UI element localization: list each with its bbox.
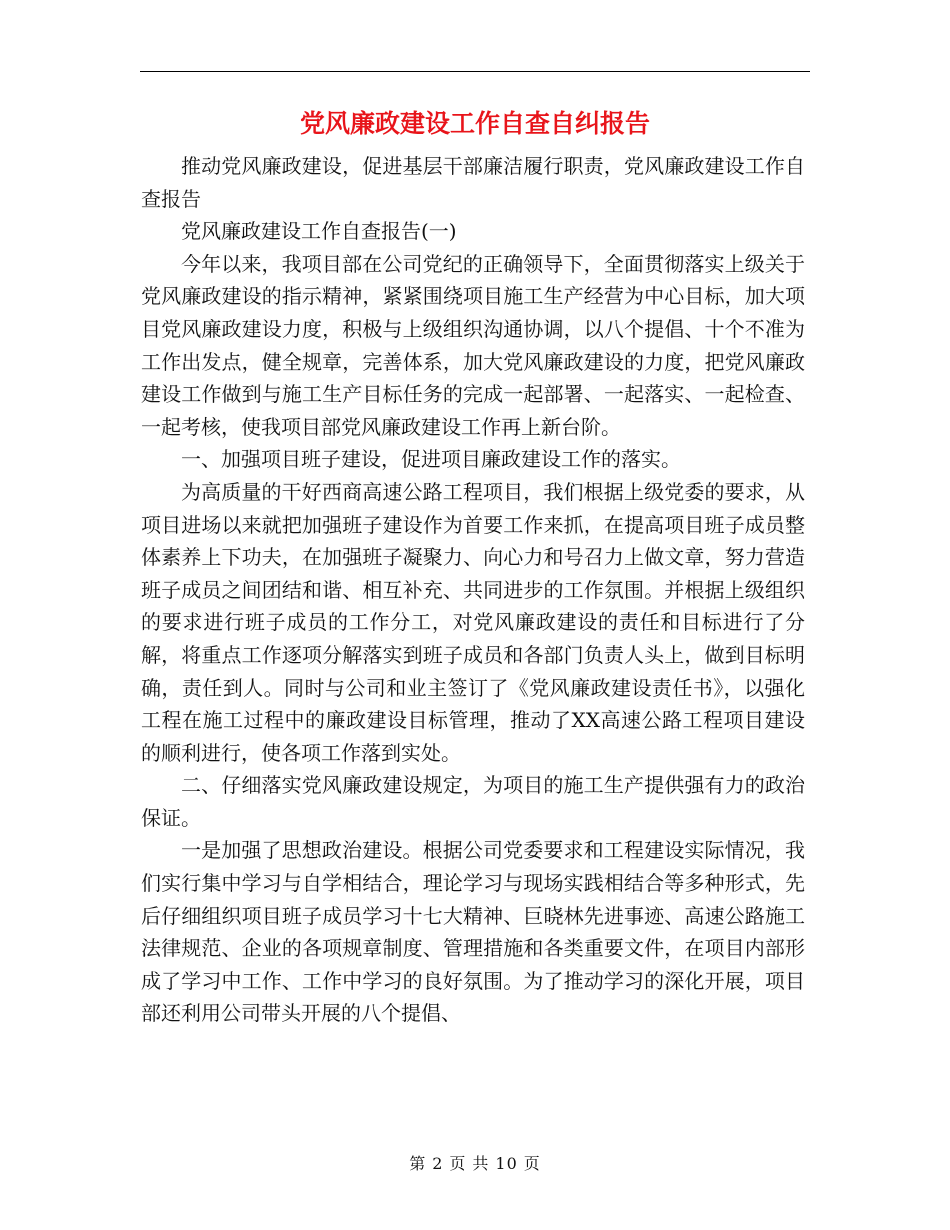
paragraph: 今年以来，我项目部在公司党纪的正确领导下，全面贯彻落实上级关于党风廉政建设的指示精神，紧紧围绕项目施工生产经营为中心目标，加大项目党风廉政建设力度，积极与上级组织沟通协调，以八个提倡、十个不准为工作出发点，健全规章，完善体系，加大党风廉政建设的力度，把党风廉政建设工作做到与施工生产目标任务的完成一起部署、一起落实、一起检查、一起考核，使我项目部党风廉政建设工作再上新台阶。 — [141, 251, 805, 439]
paragraph: 党风廉政建设工作自查报告(一) — [181, 219, 457, 244]
footer-current-page: 2 — [432, 1154, 444, 1173]
footer-label-di: 第 — [409, 1154, 427, 1173]
footer-label-gong: 共 — [472, 1154, 490, 1173]
footer-total-pages: 10 — [495, 1154, 518, 1173]
page-footer — [0, 1152, 950, 1176]
paragraph: 推动党风廉政建设，促进基层干部廉洁履行职责，党风廉政建设工作自查报告 — [141, 154, 805, 211]
paragraph: 二、仔细落实党风廉政建设规定，为项目的施工生产提供强有力的政治保证。 — [141, 773, 805, 830]
footer-label-ye: 页 — [449, 1154, 467, 1173]
paragraph: 为高质量的干好西商高速公路工程项目，我们根据上级党委的要求，从项目进场以来就把加强班子建设作为首要工作来抓，在提高项目班子成员整体素养上下功夫，在加强班子凝聚力、向心力和号召力上做文章，努力营造班子成员之间团结和谐、相互补充、共同进步的工作氛围。并根据上级组织的要求进行班子成员的工作分工，对党风廉政建设的责任和目标进行了分解，将重点工作逐项分解落实到班子成员和各部门负责人头上，做到目标明确，责任到人。同时与公司和业主签订了《党风廉政建设责任书》，以强化工程在施工过程中的廉政建设目标管理，推动了XX高速公路工程项目建设的顺利进行，使各项工作落到实处。 — [141, 479, 805, 765]
footer-label-ye-end: 页 — [523, 1154, 541, 1173]
document-body — [141, 150, 805, 1030]
paragraph: 一是加强了思想政治建设。根据公司党委要求和工程建设实际情况，我们实行集中学习与自学相结合，理论学习与现场实践相结合等多种形式，先后仔细组织项目班子成员学习十七大精神、巨晓林先进事迹、高速公路施工法律规范、企业的各项规章制度、管理措施和各类重要文件，在项目内部形成了学习中工作、工作中学习的良好氛围。为了推动学习的深化开展，项目部还利用公司带头开展的八个提倡、 — [141, 838, 805, 1026]
document-title: 党风廉政建设工作自查自纠报告 — [299, 109, 650, 138]
header-rule — [140, 71, 810, 72]
paragraph: 一、加强项目班子建设，促进项目廉政建设工作的落实。 — [181, 447, 681, 472]
